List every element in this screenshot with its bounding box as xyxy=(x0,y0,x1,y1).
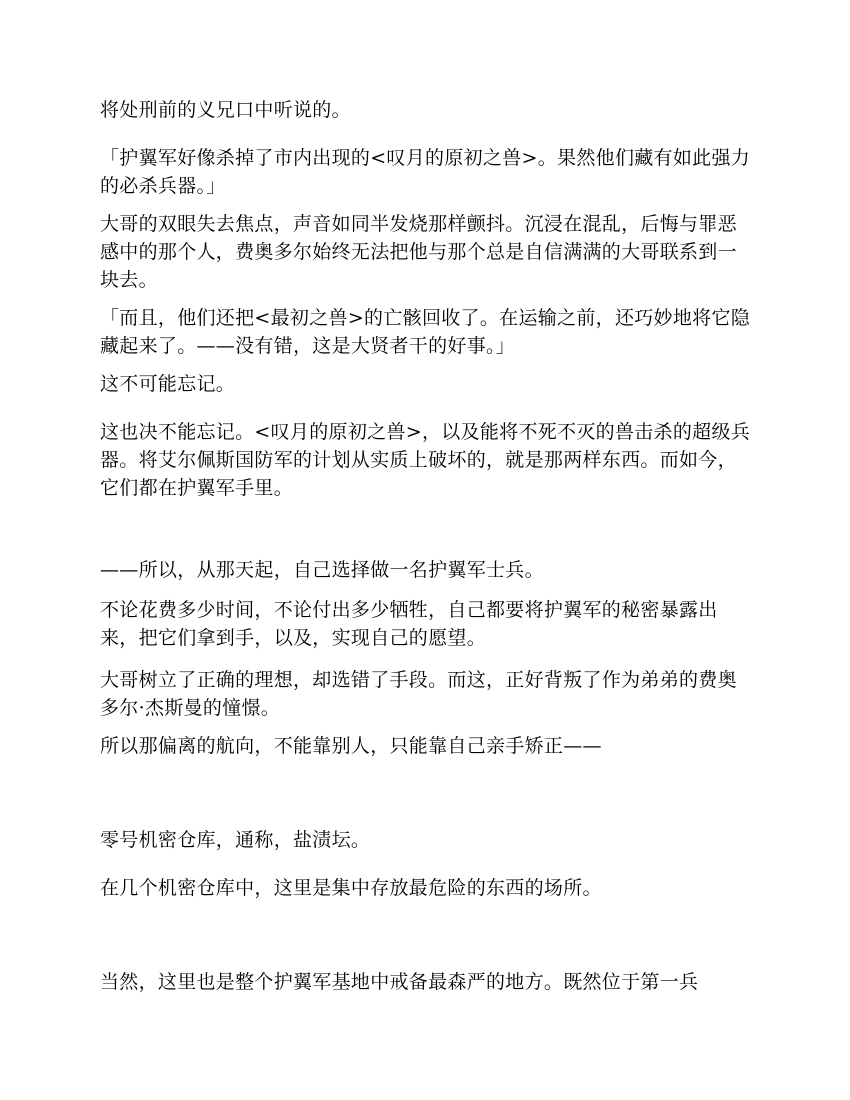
paragraph: 大哥的双眼失去焦点，声音如同半发烧那样颤抖。沉浸在混乱，后悔与罪恶感中的那个人，费奥多尔始终无法把他与那个总是自信满满的大哥联系到一块去。 xyxy=(100,213,737,291)
paragraph: 这也决不能忘记。<叹月的原初之兽>，以及能将不死不灭的兽击杀的超级兵器。将艾尔佩斯国防军的计划从实质上破坏的，就是那两样东西。而如今，它们都在护翼军手里。 xyxy=(100,421,751,499)
paragraph: 「护翼军好像杀掉了市内出现的<叹月的原初之兽>。果然他们藏有如此强力的必杀兵器。」 xyxy=(100,147,751,197)
paragraph: 不论花费多少时间，不论付出多少牺牲，自己都要将护翼军的秘密暴露出来，把它们拿到手，以及，实现自己的愿望。 xyxy=(100,599,718,649)
paragraph: 当然，这里也是整个护翼军基地中戒备最森严的地方。既然位于第一兵 xyxy=(100,971,699,993)
paragraph: 所以那偏离的航向，不能靠别人，只能靠自己亲手矫正—— xyxy=(100,735,602,757)
paragraph: 零号机密仓库，通称，盐渍坛。 xyxy=(100,829,371,851)
paragraph: 「而且，他们还把<最初之兽>的亡骸回收了。在运输之前，还巧妙地将它隐藏起来了。——没有错，这是大贤者干的好事。」 xyxy=(100,307,751,357)
paragraph: 在几个机密仓库中，这里是集中存放最危险的东西的场所。 xyxy=(100,877,602,899)
paragraph: 这不可能忘记。 xyxy=(100,373,236,395)
paragraph: ——所以，从那天起，自己选择做一名护翼军士兵。 xyxy=(100,559,544,581)
paragraph: 大哥树立了正确的理想，却选错了手段。而这，正好背叛了作为弟弟的费奥多尔·杰斯曼的憧憬。 xyxy=(100,669,737,719)
paragraph: 将处刑前的义兄口中听说的。 xyxy=(100,99,351,121)
